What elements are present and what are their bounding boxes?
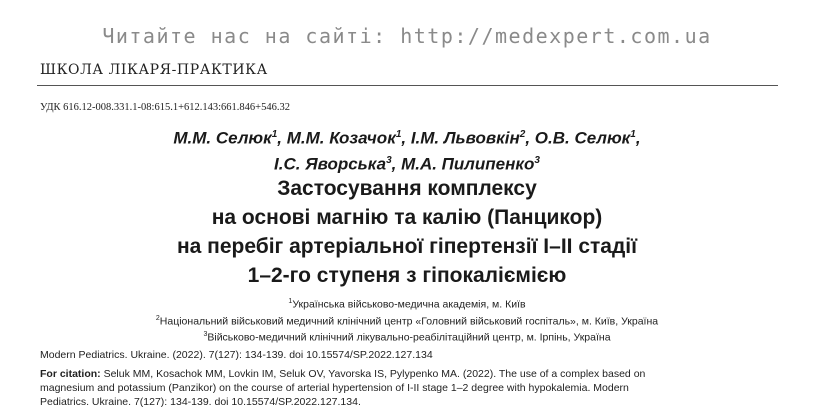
authors-line-1 — [0, 124, 814, 150]
author-name: М.А. Пилипенко — [401, 154, 535, 174]
author-name: М.М. Козачок — [286, 128, 396, 148]
affiliation-2 — [0, 312, 814, 329]
author-sup: 2 — [519, 129, 526, 140]
title-line-2: на основі магнію та калію (Панцикор) — [211, 206, 603, 229]
affiliation-text: Національний військовий медичний клінічний центр «Головний військовий госпіталь», м. Київ, Україна — [159, 315, 659, 327]
author-name: І.С. Яворська — [274, 154, 387, 174]
citation-line-1 — [40, 367, 780, 381]
article-title — [0, 174, 814, 290]
author-name: М.М. Селюк — [173, 128, 272, 148]
citation-text: Seluk MM, Kosachok MM, Lovkin IM, Seluk OV, Yavorska IS, Pylypenko MA. (2022). The use of a complex based on — [100, 368, 646, 380]
affiliation-text: Військово-медичний клінічний лікувально-реабілітаційний центр, м. Ірпінь, Україна — [207, 331, 611, 344]
author-sup: 1 — [271, 129, 278, 140]
author-name: О.В. Селюк — [534, 128, 631, 148]
author-sup: 3 — [534, 154, 540, 166]
section-heading: ШКОЛА ЛІКАРЯ-ПРАКТИКА — [40, 62, 268, 78]
author-sep: , — [277, 128, 287, 148]
author-sup: 3 — [386, 154, 392, 166]
title-line-1: Застосування комплексу — [277, 177, 537, 200]
affiliation-sup: 1 — [288, 298, 293, 305]
website-banner: Читайте нас на сайті: http://medexpert.com.ua — [102, 24, 712, 48]
author-sep: , — [635, 128, 641, 148]
affiliation-text: Українська військово-медична академія, м. Київ — [292, 298, 526, 311]
author-sep: , — [401, 128, 411, 148]
affiliation-sup: 3 — [203, 331, 208, 338]
journal-reference: Modern Pediatrics. Ukraine. (2022). 7(127): 134-139. doi 10.15574/SP.2022.127.134 — [40, 349, 433, 361]
citation-label: For citation: — [40, 368, 101, 380]
authors-line-2 — [0, 150, 814, 176]
citation-block — [40, 367, 780, 409]
affiliation-1 — [0, 295, 814, 312]
affiliation-sup: 2 — [155, 314, 160, 322]
title-line-3: на перебіг артеріальної гіпертензії I–II стадії — [176, 235, 638, 258]
authors — [0, 124, 814, 175]
author-sup: 1 — [630, 129, 636, 140]
affiliations — [0, 295, 814, 345]
author-sep: , — [525, 128, 535, 148]
author-name: І.М. Львовкін — [410, 128, 520, 148]
citation-line-3: Pediatrics. Ukraine. 7(127): 134-139. doi 10.15574/SP.2022.127.134. — [40, 396, 361, 408]
udk-code: УДК 616.12-008.331.1-08:615.1+612.143:661.846+546.32 — [40, 102, 290, 113]
title-line-4: 1–2-го ступеня з гіпокаліємією — [247, 264, 567, 287]
author-sup: 1 — [395, 129, 402, 140]
author-sep: , — [391, 154, 402, 174]
header-rule — [37, 85, 778, 86]
citation-line-2: magnesium and potassium (Panzikor) on the course of arterial hypertension of I-II stage 1–2 degree with hypokalemia. Modern — [40, 382, 629, 394]
affiliation-3 — [0, 328, 814, 345]
